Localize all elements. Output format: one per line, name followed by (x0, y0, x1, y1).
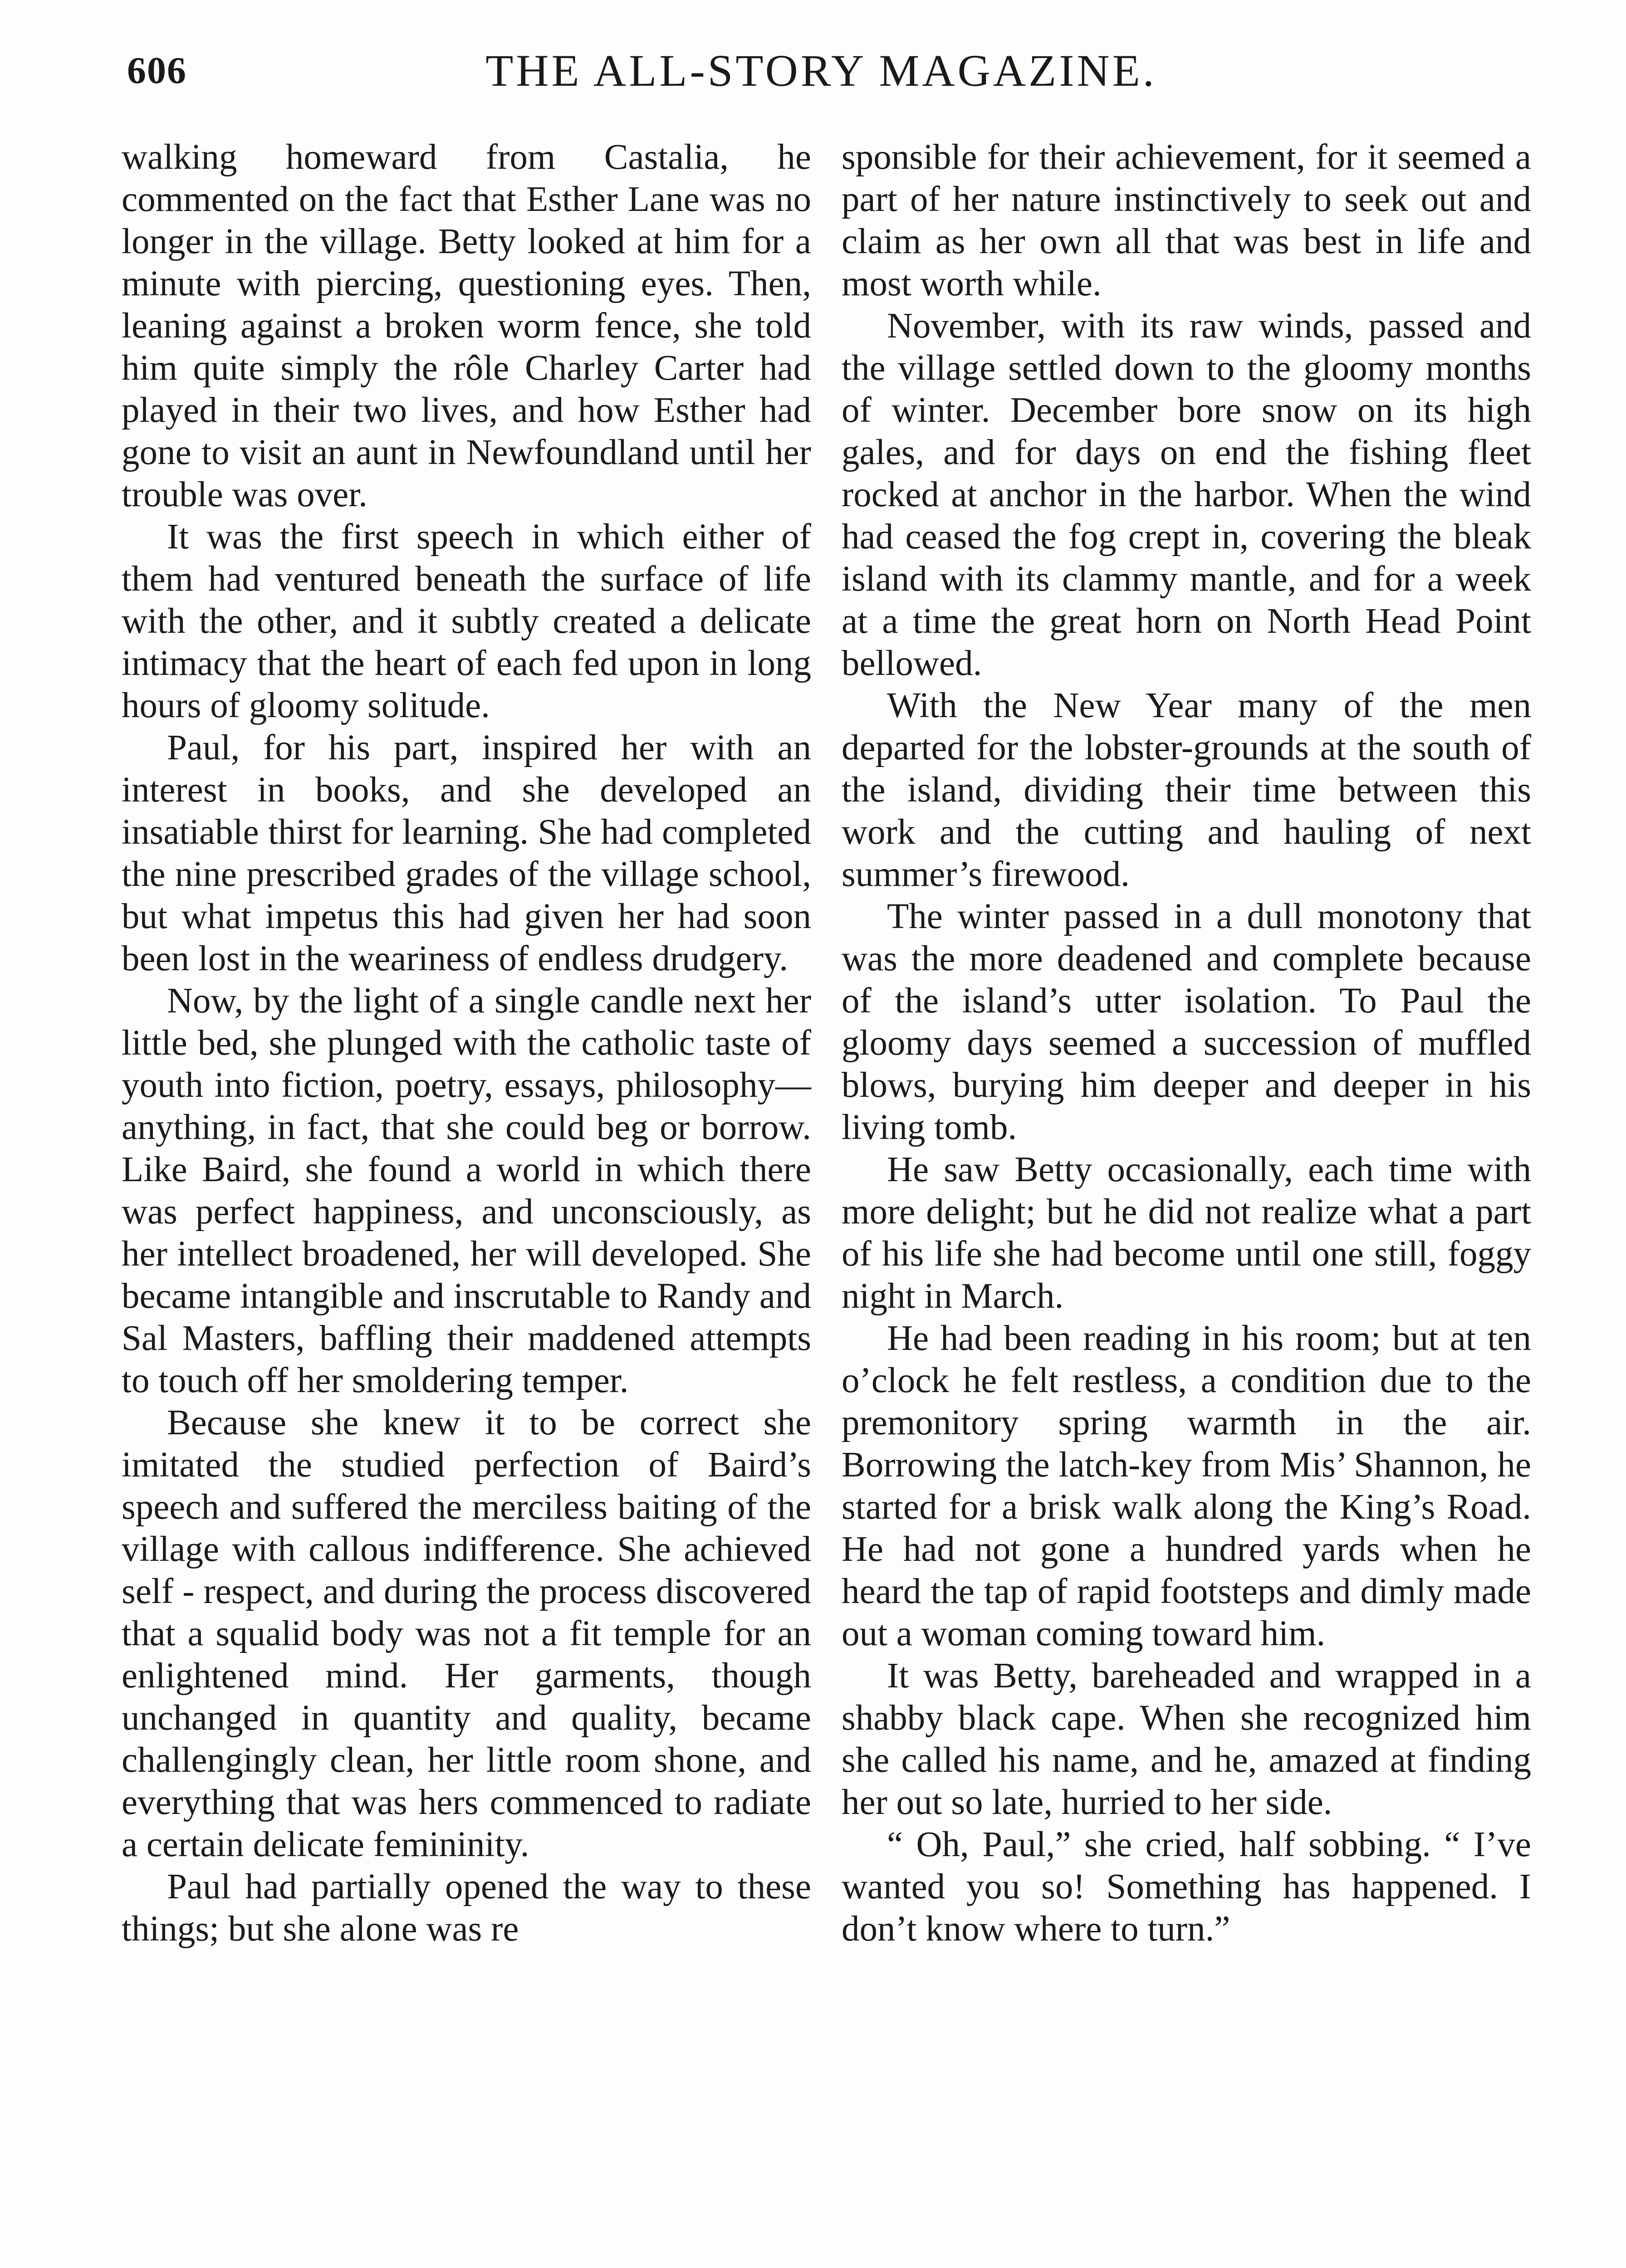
right-column (842, 136, 1531, 1950)
paragraph: Because she knew it to be correct she imitated the studied perfection of Baird’s speech and suffered the merciless baiting of the village with callous indifference. She achieved self - respect, and during the process discovered that a squalid body was not a fit temple for an enlightened mind. Her garments, though unchanged in quantity and quality, became challengingly clean, her little room shone, and everything that was hers commenced to radiate a certain delicate femininity. (122, 1403, 811, 1864)
paragraph: With the New Year many of the men departed for the lobster-grounds at the south of the island, dividing their time between this work and the cutting and hauling of next summer’s firewood. (842, 686, 1531, 894)
running-head: THE ALL-STORY MAGAZINE. (485, 45, 1157, 96)
left-column (122, 136, 811, 1950)
paragraph: It was the first speech in which either of them had ventured beneath the surface of life with the other, and it subtly created a delicate intimacy that the heart of each fed upon in long hours of gloomy solitude. (122, 517, 811, 725)
paragraph: He saw Betty occasionally, each time with more delight; but he did not realize what a part of his life she had become until one still, foggy night in March. (842, 1150, 1531, 1316)
page-header (127, 44, 1515, 103)
paragraph: sponsible for their achievement, for it seemed a part of her nature instinctively to seek out and claim as her own all that was best in life and most worth while. (842, 137, 1531, 303)
paragraph: November, with its raw winds, passed and the village settled down to the gloomy months of winter. December bore snow on its high gales, and for days on end the fishing fleet rocked at anchor in the harbor. When the wind had ceased the fog crept in, covering the bleak island with its clammy mantle, and for a week at a time the great horn on North Head Point bellowed. (842, 306, 1531, 683)
paragraph: The winter passed in a dull monotony that was the more deadened and complete because of the island’s utter isolation. To Paul the gloomy days seemed a succession of muffled blows, burying him deeper and deeper in his living tomb. (842, 897, 1531, 1147)
page-number: 606 (127, 49, 187, 92)
paragraph: Paul had partially opened the way to these things; but she alone was re (122, 1867, 811, 1949)
paragraph: He had been reading in his room; but at ten o’clock he felt restless, a condition due to the premonitory spring warmth in the air. Borrowing the latch-key from Mis’ Shannon, he started for a brisk walk along the King’s Road. He had not gone a hundred yards when he heard the tap of rapid footsteps and dimly made out a woman coming toward him. (842, 1319, 1531, 1653)
paragraph: Paul, for his part, inspired her with an interest in books, and she developed an insatiable thirst for learning. She had completed the nine prescribed grades of the village school, but what impetus this had given her had soon been lost in the weariness of endless drudgery. (122, 728, 811, 978)
paragraph: It was Betty, bareheaded and wrapped in a shabby black cape. When she recognized him she called his name, and he, amazed at finding her out so late, hurried to her side. (842, 1656, 1531, 1822)
paragraph: Now, by the light of a single candle next her little bed, she plunged with the catholic taste of youth into fiction, poetry, essays, philosophy—anything, in fact, that she could beg or borrow. Like Baird, she found a world in which there was perfect happiness, and unconsciously, as her intellect broadened, her will developed. She became intangible and inscrutable to Randy and Sal Masters, baffling their maddened attempts to touch off her smoldering temper. (122, 981, 811, 1400)
paragraph: walking homeward from Castalia, he commented on the fact that Esther Lane was no longer in the village. Betty looked at him for a minute with piercing, questioning eyes. Then, leaning against a broken worm fence, she told him quite simply the rôle Charley Carter had played in their two lives, and how Esther had gone to visit an aunt in Newfoundland until her trouble was over. (122, 137, 811, 514)
paragraph: “ Oh, Paul,” she cried, half sobbing. “ I’ve wanted you so! Something has happened. I don’t know where to turn.” (842, 1825, 1531, 1949)
